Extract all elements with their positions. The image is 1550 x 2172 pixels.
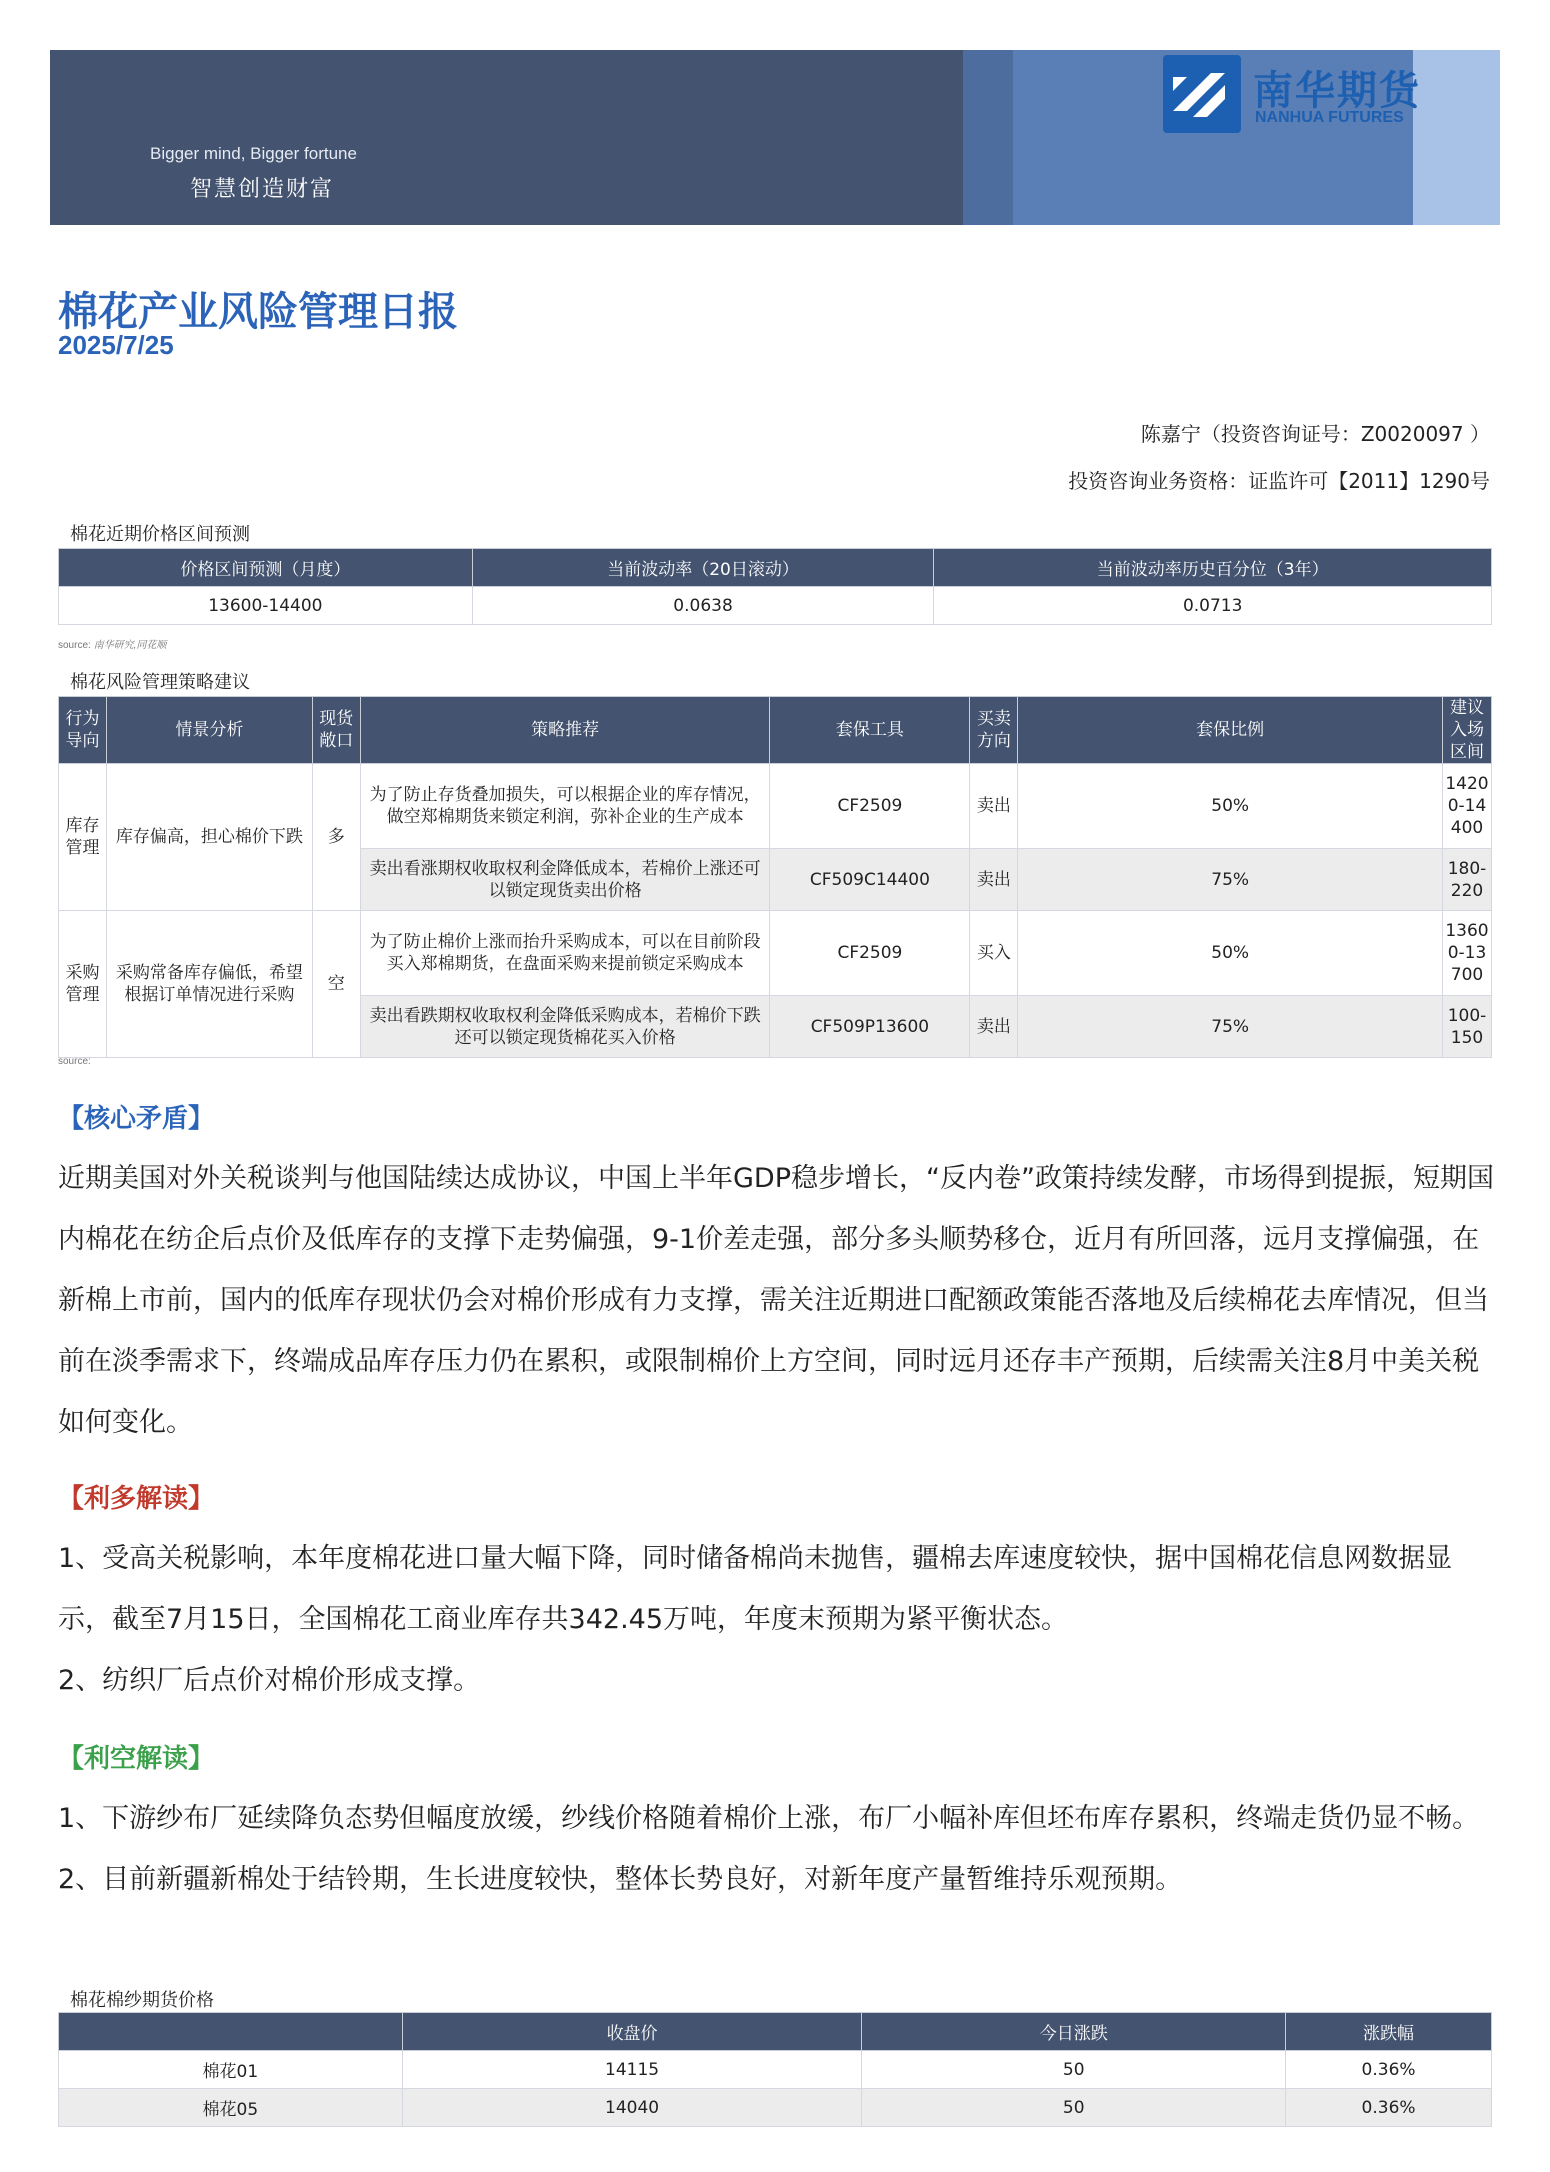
ratio-cell: 75% <box>1018 996 1443 1058</box>
table-header-row <box>59 697 1492 764</box>
behavior-cell: 采购管理 <box>59 911 107 1058</box>
table-cell: 50 <box>862 2051 1286 2089</box>
ratio-cell: 75% <box>1018 849 1443 911</box>
exposure-cell: 空 <box>312 911 360 1058</box>
slogan-cn: 智慧创造财富 <box>190 177 335 202</box>
slogan-en: Bigger mind, Bigger fortune <box>150 144 357 163</box>
table-row <box>59 2051 1492 2089</box>
ratio-cell: 50% <box>1018 911 1443 996</box>
futures-title: 棉花棉纱期货价格 <box>70 1990 214 2011</box>
table-header-cell: 价格区间预测（月度） <box>59 549 473 587</box>
direction-cell: 卖出 <box>970 849 1018 911</box>
scenario-cell: 采购常备库存偏低，希望根据订单情况进行采购 <box>106 911 312 1058</box>
table-cell: 14040 <box>402 2089 862 2127</box>
table-header-cell: 情景分析 <box>106 697 312 764</box>
bullish-point: 2、纺织厂后点价对棉价形成支撑。 <box>58 1665 481 1696</box>
author-line: 陈嘉宁（投资咨询证号：Z0020097 ） <box>1140 422 1490 446</box>
table-row <box>59 587 1492 625</box>
logo-name-cn: 南华期货 <box>1253 68 1421 114</box>
table-cell: 0.36% <box>1286 2051 1492 2089</box>
bullish-heading: 【利多解读】 <box>58 1484 215 1514</box>
price-forecast-title: 棉花近期价格区间预测 <box>70 524 250 545</box>
table-header-cell: 策略推荐 <box>360 697 770 764</box>
table-cell: 13600-14400 <box>59 587 473 625</box>
bearish-point: 2、目前新疆新棉处于结铃期，生长进度较快，整体长势良好，对新年度产量暂维持乐观预期。 <box>58 1864 1183 1895</box>
page-title: 棉花产业风险管理日报 <box>58 289 458 335</box>
core-conflict-heading: 【核心矛盾】 <box>58 1104 215 1134</box>
paragraph: 近期美国对外关税谈判与他国陆续达成协议，中国上半年GDP稳步增长，“反内卷”政策持续发酵，市场得到提振，短期国内棉花在纺企后点价及低库存的支撑下走势偏强，9-1价差走强，部分多头顺势移仓，近月有所回落，远月支撑偏强，在新棉上市前，国内的低库存现状仍会对棉价形成有力支撑，需关注近期进口配额政策能否落地及后续棉花去库情况，但当前在淡季需求下，终端成品库存压力仍在累积，或限制棉价上方空间，同时远月还存丰产预期，后续需关注8月中美关税如何变化。 <box>58 1163 1494 1438</box>
source-label: source: <box>58 1056 91 1067</box>
price-forecast-table <box>58 548 1492 625</box>
direction-cell: 卖出 <box>970 764 1018 849</box>
bearish-point: 1、下游纱布厂延续降负态势但幅度放缓，纱线价格随着棉价上涨，布厂小幅补库但坯布库存累积，终端走货仍显不畅。 <box>58 1803 1480 1834</box>
source-value: 南华研究,同花顺 <box>93 640 167 651</box>
strategy-cell: 为了防止棉价上涨而抬升采购成本，可以在目前阶段买入郑棉期货，在盘面采购来提前锁定采购成本 <box>360 911 770 996</box>
logo-name-en: NANHUA FUTURES <box>1255 109 1404 126</box>
strategy-cell: 为了防止存货叠加损失，可以根据企业的库存情况，做空郑棉期货来锁定利润，弥补企业的生产成本 <box>360 764 770 849</box>
table-cell: 0.0713 <box>934 587 1492 625</box>
bearish-body <box>58 1788 1498 1910</box>
table-header-row <box>59 2013 1492 2051</box>
table-cell: 棉花05 <box>59 2089 403 2127</box>
exposure-cell: 多 <box>312 764 360 911</box>
table-cell: 14115 <box>402 2051 862 2089</box>
table-cell: 0.36% <box>1286 2089 1492 2127</box>
table-header-cell: 行为导向 <box>59 697 107 764</box>
bearish-heading: 【利空解读】 <box>58 1744 215 1774</box>
table-header-cell: 买卖方向 <box>970 697 1018 764</box>
qualification-line: 投资咨询业务资格：证监许可【2011】1290号 <box>1068 469 1490 493</box>
range-cell: 100-150 <box>1442 996 1491 1058</box>
table-header-cell: 涨跌幅 <box>1286 2013 1492 2051</box>
table-row <box>59 2089 1492 2127</box>
tool-cell: CF509P13600 <box>770 996 970 1058</box>
strategy-table <box>58 696 1492 1058</box>
scenario-cell: 库存偏高，担心棉价下跌 <box>106 764 312 911</box>
table-header-cell: 收盘价 <box>402 2013 862 2051</box>
table-cell: 0.0638 <box>472 587 934 625</box>
futures-table <box>58 2012 1492 2127</box>
source-note <box>58 636 166 651</box>
table-row <box>59 911 1492 996</box>
source-label: source: <box>58 640 91 651</box>
tool-cell: CF509C14400 <box>770 849 970 911</box>
nanhua-logo-icon <box>1163 55 1241 133</box>
table-header-cell: 当前波动率（20日滚动） <box>472 549 934 587</box>
bullish-body <box>58 1528 1498 1711</box>
bullish-point: 1、受高关税影响，本年度棉花进口量大幅下降，同时储备棉尚未抛售，疆棉去库速度较快，据中国棉花信息网数据显示，截至7月15日，全国棉花工商业库存共342.45万吨，年度末预期为紧平衡状态。 <box>58 1543 1453 1635</box>
core-conflict-body <box>58 1148 1498 1453</box>
table-header-cell <box>59 2013 403 2051</box>
strategy-cell: 卖出看跌期权收取权利金降低采购成本，若棉价下跌还可以锁定现货棉花买入价格 <box>360 996 770 1058</box>
source-note <box>58 1056 91 1067</box>
strategy-cell: 卖出看涨期权收取权利金降低成本，若棉价上涨还可以锁定现货卖出价格 <box>360 849 770 911</box>
table-header-cell: 建议入场区间 <box>1442 697 1491 764</box>
tool-cell: CF2509 <box>770 911 970 996</box>
table-header-cell: 当前波动率历史百分位（3年） <box>934 549 1492 587</box>
table-header-cell: 套保比例 <box>1018 697 1443 764</box>
table-cell: 50 <box>862 2089 1286 2127</box>
banner-stripe <box>963 50 1013 225</box>
range-cell: 13600-13700 <box>1442 911 1491 996</box>
strategy-title: 棉花风险管理策略建议 <box>70 672 250 693</box>
report-date: 2025/7/25 <box>58 330 174 360</box>
behavior-cell: 库存管理 <box>59 764 107 911</box>
table-header-row <box>59 549 1492 587</box>
table-cell: 棉花01 <box>59 2051 403 2089</box>
range-cell: 14200-14400 <box>1442 764 1491 849</box>
direction-cell: 买入 <box>970 911 1018 996</box>
direction-cell: 卖出 <box>970 996 1018 1058</box>
tool-cell: CF2509 <box>770 764 970 849</box>
table-header-cell: 现货敞口 <box>312 697 360 764</box>
table-row <box>59 764 1492 849</box>
table-header-cell: 今日涨跌 <box>862 2013 1286 2051</box>
table-header-cell: 套保工具 <box>770 697 970 764</box>
range-cell: 180-220 <box>1442 849 1491 911</box>
ratio-cell: 50% <box>1018 764 1443 849</box>
nanhua-logo <box>1163 55 1443 140</box>
